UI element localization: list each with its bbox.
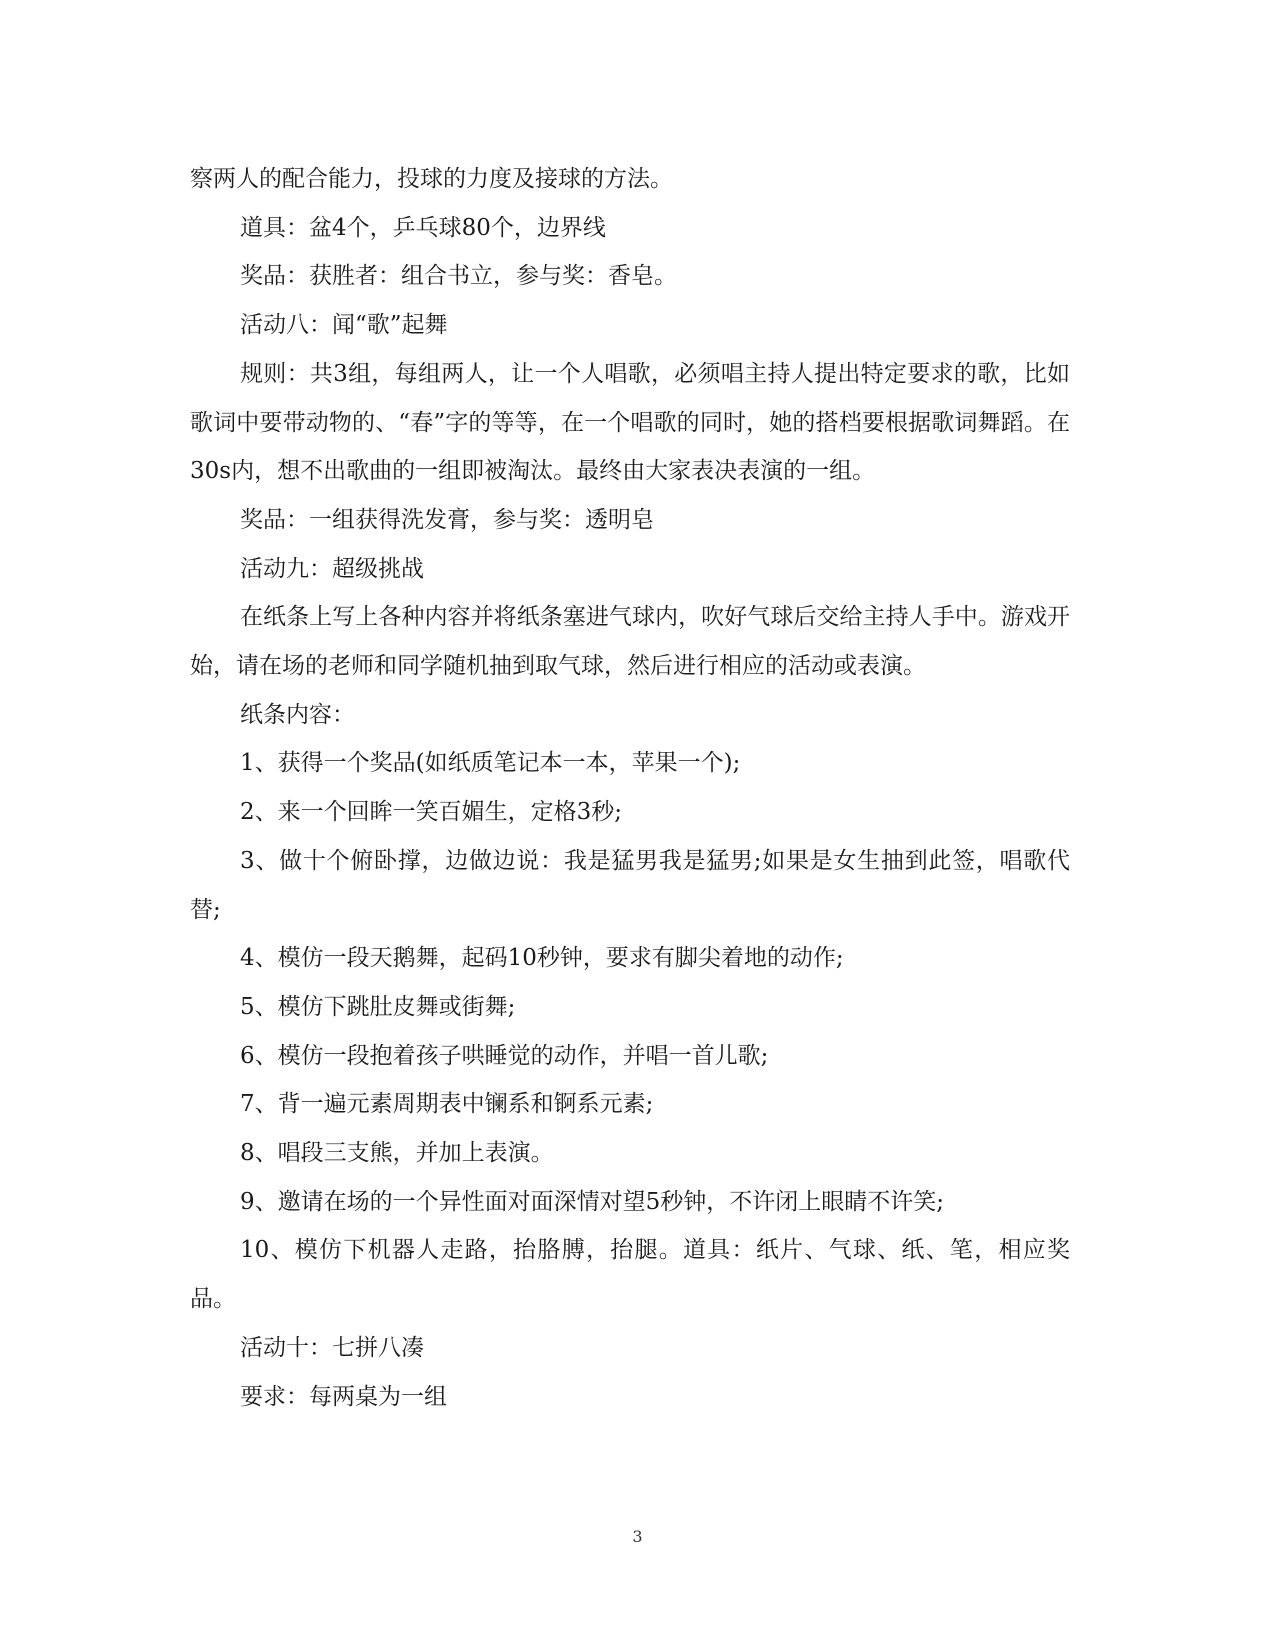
paragraph: 道具：盆4个，乒乓球80个，边界线: [240, 214, 606, 241]
list-item: 9、邀请在场的一个异性面对面深情对望5秒钟，不许闭上眼睛不许笑;: [240, 1188, 945, 1215]
list-item: 4、模仿一段天鹅舞，起码10秒钟，要求有脚尖着地的动作;: [240, 945, 844, 972]
paragraph: 要求：每两桌为一组: [240, 1383, 447, 1410]
section-heading: 活动八：闻“歌”起舞: [240, 312, 448, 339]
section-heading: 活动九：超级挑战: [240, 555, 424, 582]
paragraph: 奖品：一组获得洗发膏，参与奖：透明皂: [240, 506, 654, 533]
list-item: 3、做十个俯卧撑，边做边说：我是猛男我是猛男;如果是女生抽到此签，唱歌代替;: [190, 847, 1070, 923]
paragraph: 察两人的配合能力，投球的力度及接球的方法。: [190, 166, 673, 192]
document-body: [190, 155, 1070, 1421]
list-item: 6、模仿一段抱着孩子哄睡觉的动作，并唱一首儿歌;: [240, 1042, 769, 1069]
paragraph: 规则：共3组，每组两人，让一个人唱歌，必须唱主持人提出特定要求的歌，比如歌词中要带动物的、“春”字的等等，在一个唱歌的同时，她的搭档要根据歌词舞蹈。在30s内，想不出歌曲的一组即被淘汰。最终由大家表决表演的一组。: [190, 360, 1070, 485]
page-number: 3: [632, 1527, 643, 1546]
list-item: 7、背一遍元素周期表中镧系和锕系元素;: [240, 1091, 654, 1118]
paragraph: 纸条内容：: [240, 701, 355, 728]
list-item: 2、来一个回眸一笑百媚生，定格3秒;: [240, 799, 623, 826]
list-item: 8、唱段三支熊，并加上表演。: [240, 1140, 554, 1167]
list-item: 10、模仿下机器人走路，抬胳膊，抬腿。道具：纸片、气球、纸、笔，相应奖品。: [190, 1237, 1070, 1313]
paragraph: 在纸条上写上各种内容并将纸条塞进气球内，吹好气球后交给主持人手中。游戏开始，请在场的老师和同学随机抽到取气球，然后进行相应的活动或表演。: [190, 604, 1070, 680]
list-item: 5、模仿下跳肚皮舞或街舞;: [240, 993, 516, 1020]
paragraph: 奖品：获胜者：组合书立，参与奖：香皂。: [240, 263, 677, 290]
section-heading: 活动十：七拼八凑: [240, 1334, 424, 1361]
list-item: 1、获得一个奖品(如纸质笔记本一本，苹果一个);: [240, 750, 741, 777]
